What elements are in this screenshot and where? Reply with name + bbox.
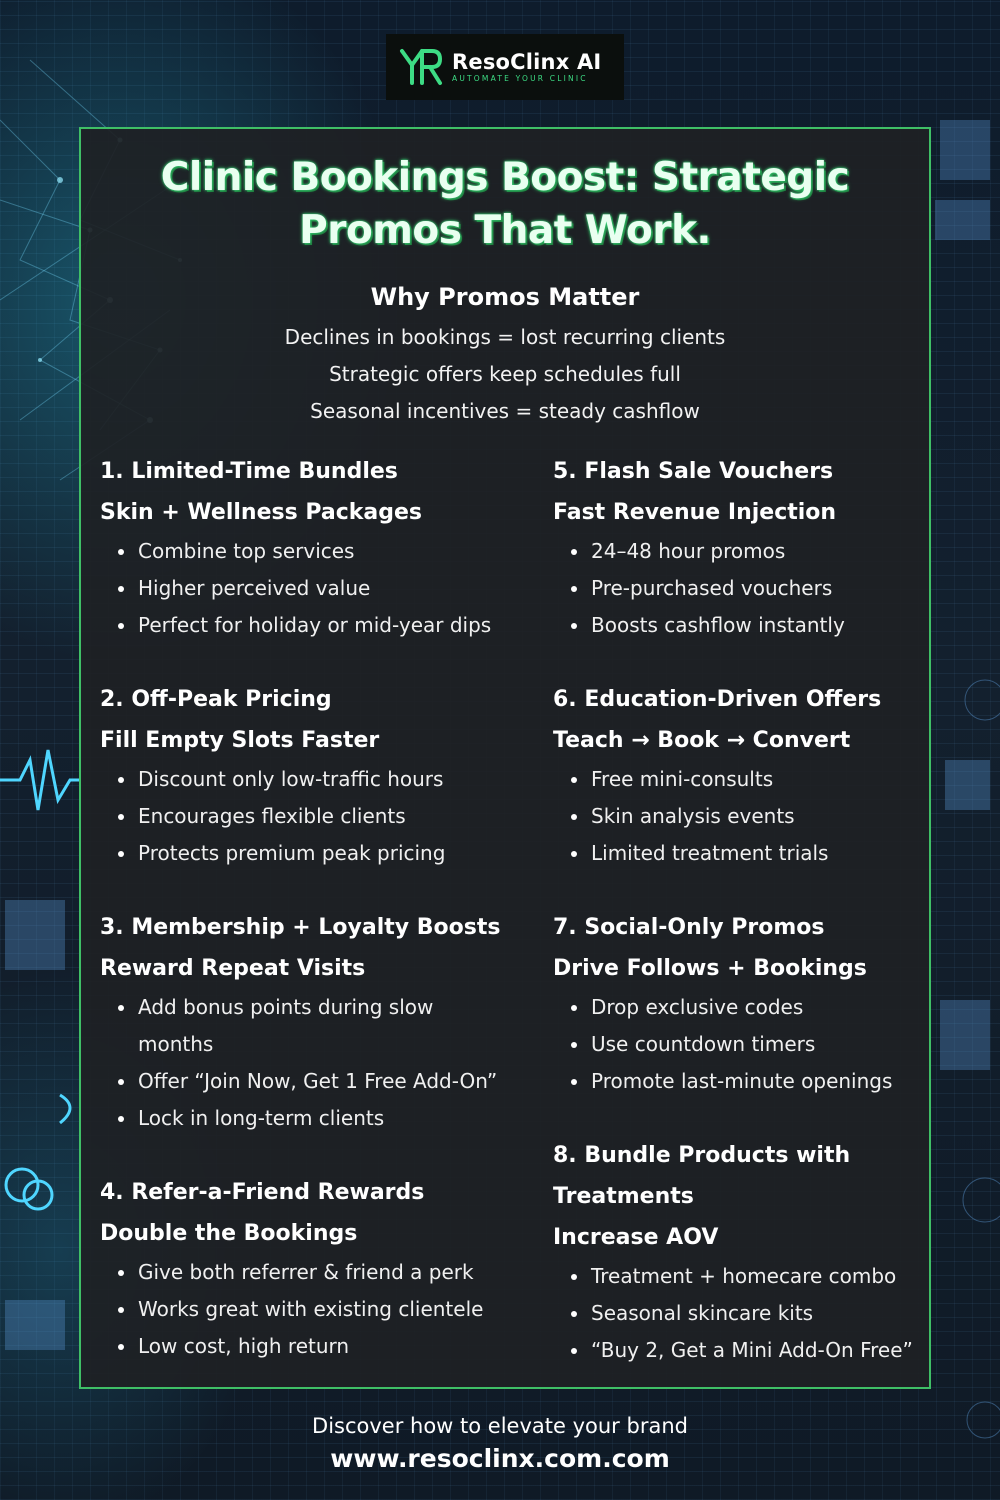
section-subheading: Increase AOV: [553, 1225, 719, 1250]
list-item: Encourages flexible clients: [138, 798, 520, 835]
list-item: “Buy 2, Get a Mini Add-On Free”: [591, 1332, 973, 1369]
footer-website-link[interactable]: www.resoclinx.com.com: [330, 1444, 670, 1473]
brand-name: ResoClinx AI: [452, 50, 602, 74]
section-subheading: Skin + Wellness Packages: [100, 500, 423, 525]
left-column: [100, 451, 520, 1365]
section-heading: 2. Off-Peak Pricing: [100, 687, 332, 712]
list-item: Protects premium peak pricing: [138, 835, 520, 872]
section-heading: 5. Flash Sale Vouchers: [553, 459, 834, 484]
bullet-list: [100, 1254, 520, 1365]
list-item: Give both referrer & friend a perk: [138, 1254, 520, 1291]
bullet-list: [100, 989, 498, 1137]
list-item: Free mini-consults: [591, 761, 973, 798]
section-heading: 6. Education-Driven Offers: [553, 687, 882, 712]
bullet-list: [553, 533, 973, 644]
bullet-list: [553, 761, 973, 872]
list-item: Pre-purchased vouchers: [591, 570, 973, 607]
brand-logo: [386, 34, 624, 100]
logo-mark-icon: [398, 43, 446, 91]
section-bundle-products: [553, 1135, 973, 1369]
circuit-circles-icon: [6, 1095, 70, 1209]
list-item: Combine top services: [138, 533, 520, 570]
section-heading: 7. Social-Only Promos: [553, 915, 825, 940]
why-heading: Why Promos Matter: [370, 283, 640, 311]
section-membership-loyalty: [100, 907, 520, 1137]
page-title: [81, 151, 929, 257]
list-item: Offer “Join Now, Get 1 Free Add-On”: [138, 1063, 458, 1100]
why-promos-section: [81, 279, 929, 430]
section-heading: 8. Bundle Products with Treatments: [553, 1143, 851, 1209]
list-item: Limited treatment trials: [591, 835, 973, 872]
footer: [0, 1410, 1000, 1476]
section-off-peak-pricing: [100, 679, 520, 872]
section-subheading: Fast Revenue Injection: [553, 500, 837, 525]
why-line: Seasonal incentives = steady cashflow: [310, 399, 700, 423]
list-item: 24–48 hour promos: [591, 533, 973, 570]
list-item: Promote last-minute openings: [591, 1063, 973, 1100]
list-item: Higher perceived value: [138, 570, 520, 607]
list-item: Seasonal skincare kits: [591, 1295, 973, 1332]
why-line: Declines in bookings = lost recurring clients: [284, 325, 726, 349]
list-item: Discount only low-traffic hours: [138, 761, 520, 798]
section-social-only-promos: [553, 907, 973, 1100]
list-item: Use countdown timers: [591, 1026, 973, 1063]
list-item: Drop exclusive codes: [591, 989, 973, 1026]
right-column: [553, 451, 973, 1369]
section-heading: 3. Membership + Loyalty Boosts: [100, 915, 501, 940]
bullet-list: [553, 989, 973, 1100]
section-subheading: Double the Bookings: [100, 1221, 358, 1246]
bullet-list: [553, 1258, 973, 1369]
section-subheading: Teach → Book → Convert: [553, 728, 851, 753]
section-limited-time-bundles: [100, 451, 520, 644]
section-heading: 1. Limited-Time Bundles: [100, 459, 398, 484]
content-panel: [79, 127, 931, 1389]
brand-tagline: AUTOMATE YOUR CLINIC: [452, 74, 588, 83]
section-education-driven-offers: [553, 679, 973, 872]
list-item: Low cost, high return: [138, 1328, 520, 1365]
section-subheading: Fill Empty Slots Faster: [100, 728, 380, 753]
list-item: Perfect for holiday or mid-year dips: [138, 607, 520, 644]
list-item: Works great with existing clientele: [138, 1291, 520, 1328]
title-line-2: Promos That Work.: [299, 208, 711, 253]
bullet-list: [100, 761, 520, 872]
list-item: Skin analysis events: [591, 798, 973, 835]
list-item: Boosts cashflow instantly: [591, 607, 973, 644]
section-heading: 4. Refer-a-Friend Rewards: [100, 1180, 425, 1205]
why-line: Strategic offers keep schedules full: [329, 362, 681, 386]
bullet-list: [100, 533, 520, 644]
section-flash-sale-vouchers: [553, 451, 973, 644]
footer-cta-text: Discover how to elevate your brand: [312, 1414, 688, 1438]
section-subheading: Reward Repeat Visits: [100, 956, 366, 981]
heartbeat-line-icon: [0, 750, 79, 810]
section-subheading: Drive Follows + Bookings: [553, 956, 867, 981]
title-line-1: Clinic Bookings Boost: Strategic: [160, 155, 850, 200]
section-refer-a-friend: [100, 1172, 520, 1365]
list-item: Add bonus points during slow months: [138, 989, 458, 1063]
list-item: Treatment + homecare combo: [591, 1258, 973, 1295]
list-item: Lock in long-term clients: [138, 1100, 458, 1137]
